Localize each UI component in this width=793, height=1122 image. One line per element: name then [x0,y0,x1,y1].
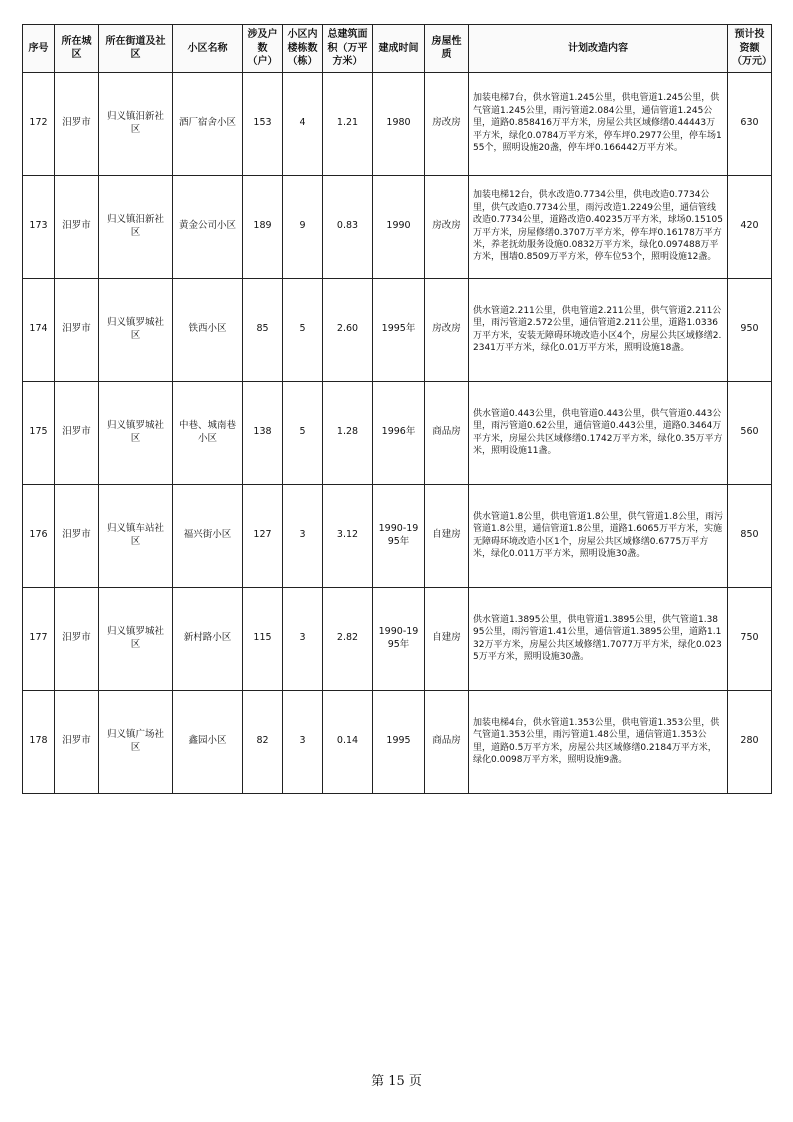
cell-city: 汨罗市 [55,690,99,793]
cell-city: 汨罗市 [55,484,99,587]
table-row [23,381,772,484]
cell-households: 82 [243,690,283,793]
cell-area: 0.83 [323,175,373,278]
cell-seq: 172 [23,72,55,175]
cell-year: 1995 [373,690,425,793]
header-area: 总建筑面积（万平方米） [323,25,373,73]
cell-content: 供水管道0.443公里，供电管道0.443公里，供气管道0.443公里，雨污管道0.62公里，通信管道0.443公里，道路0.3464万平方米，房屋公共区域修缮0.1742万平方米，绿化0.35万平方米，照明设施11盏。 [469,381,728,484]
cell-year: 1990 [373,175,425,278]
cell-street: 归义镇罗城社区 [99,278,173,381]
table-row [23,278,772,381]
header-investment: 预计投资额（万元） [728,25,772,73]
header-year: 建成时间 [373,25,425,73]
cell-seq: 173 [23,175,55,278]
cell-buildings: 4 [283,72,323,175]
cell-seq: 178 [23,690,55,793]
cell-seq: 176 [23,484,55,587]
header-buildings: 小区内楼栋数（栋） [283,25,323,73]
cell-households: 115 [243,587,283,690]
cell-buildings: 3 [283,690,323,793]
table-header-row [23,25,772,73]
cell-seq: 174 [23,278,55,381]
cell-households: 127 [243,484,283,587]
cell-investment: 630 [728,72,772,175]
header-type: 房屋性质 [425,25,469,73]
cell-investment: 750 [728,587,772,690]
cell-street: 归义镇罗城社区 [99,587,173,690]
table-row [23,690,772,793]
cell-area: 0.14 [323,690,373,793]
renovation-plan-table [22,24,772,794]
cell-content: 供水管道2.211公里，供电管道2.211公里，供气管道2.211公里，雨污管道2.572公里，通信管道2.211公里，道路1.0336万平方米，安装无障碍环境改造小区4个，房屋公共区域修缮2.2341万平方米，绿化0.01万平方米，照明设施18盏。 [469,278,728,381]
header-name: 小区名称 [173,25,243,73]
cell-type: 房改房 [425,72,469,175]
header-street: 所在街道及社区 [99,25,173,73]
cell-area: 1.28 [323,381,373,484]
cell-type: 商品房 [425,690,469,793]
cell-city: 汨罗市 [55,72,99,175]
cell-households: 153 [243,72,283,175]
cell-type: 房改房 [425,278,469,381]
cell-year: 1980 [373,72,425,175]
cell-content: 供水管道1.3895公里，供电管道1.3895公里，供气管道1.3895公里，雨污管道1.41公里，通信管道1.3895公里，道路1.132万平方米，房屋公共区域修缮1.7077万平方米，绿化0.0235万平方米，照明设施30盏。 [469,587,728,690]
cell-households: 189 [243,175,283,278]
cell-seq: 177 [23,587,55,690]
cell-street: 归义镇车站社区 [99,484,173,587]
cell-type: 商品房 [425,381,469,484]
page-number: 第 15 页 [371,1074,422,1089]
cell-name: 铁西小区 [173,278,243,381]
cell-buildings: 3 [283,587,323,690]
cell-content: 加装电梯12台，供水改造0.7734公里，供电改造0.7734公里，供气改造0.7734公里，雨污改造1.2249公里，通信管线改造0.7734公里，道路改造0.40235万平方米，球场0.15105万平方米，房屋修缮0.3707万平方米，停车坪0.16178万平方米，养老抚幼服务设施0.0832万平方米，绿化0.097488万平方米，围墙0.8509万平方米，停车位53个，照明设施12盏。 [469,175,728,278]
cell-name: 中巷、城南巷小区 [173,381,243,484]
table-row [23,175,772,278]
cell-investment: 850 [728,484,772,587]
cell-households: 85 [243,278,283,381]
cell-name: 黄金公司小区 [173,175,243,278]
cell-households: 138 [243,381,283,484]
cell-content: 加装电梯7台，供水管道1.245公里，供电管道1.245公里，供气管道1.245公里，雨污管道2.084公里，通信管道1.245公里，道路0.858416万平方米，房屋公共区域修缮0.44443万平方米，绿化0.0784万平方米，停车坪0.2977公里，停车场155个，照明设施20盏，停车坪0.166442万平方米。 [469,72,728,175]
cell-name: 新村路小区 [173,587,243,690]
renovation-table-wrapper [22,24,771,794]
cell-investment: 280 [728,690,772,793]
cell-year: 1995年 [373,278,425,381]
cell-year: 1990-1995年 [373,587,425,690]
cell-area: 2.60 [323,278,373,381]
cell-seq: 175 [23,381,55,484]
cell-investment: 420 [728,175,772,278]
header-content: 计划改造内容 [469,25,728,73]
cell-name: 酒厂宿舍小区 [173,72,243,175]
cell-name: 福兴街小区 [173,484,243,587]
cell-street: 归义镇汨新社区 [99,72,173,175]
cell-city: 汨罗市 [55,278,99,381]
cell-content: 加装电梯4台，供水管道1.353公里，供电管道1.353公里，供气管道1.353公里，雨污管道1.48公里，通信管道1.353公里，道路0.5万平方米，房屋公共区域修缮0.2184万平方米，绿化0.0098万平方米，照明设施9盏。 [469,690,728,793]
cell-city: 汨罗市 [55,175,99,278]
cell-investment: 950 [728,278,772,381]
cell-year: 1990-1995年 [373,484,425,587]
cell-content: 供水管道1.8公里，供电管道1.8公里，供气管道1.8公里，雨污管道1.8公里，通信管道1.8公里，道路1.6065万平方米，实施无障碍环境改造小区1个，房屋公共区域修缮0.6775万平方米，绿化0.011万平方米，照明设施30盏。 [469,484,728,587]
cell-buildings: 9 [283,175,323,278]
header-households: 涉及户数（户） [243,25,283,73]
table-row [23,587,772,690]
cell-type: 自建房 [425,484,469,587]
cell-street: 归义镇汨新社区 [99,175,173,278]
cell-street: 归义镇广场社区 [99,690,173,793]
table-row [23,484,772,587]
cell-buildings: 5 [283,278,323,381]
cell-city: 汨罗市 [55,381,99,484]
header-seq: 序号 [23,25,55,73]
cell-city: 汨罗市 [55,587,99,690]
cell-area: 1.21 [323,72,373,175]
header-city: 所在城区 [55,25,99,73]
cell-investment: 560 [728,381,772,484]
cell-buildings: 5 [283,381,323,484]
table-row [23,72,772,175]
cell-type: 自建房 [425,587,469,690]
cell-year: 1996年 [373,381,425,484]
cell-area: 2.82 [323,587,373,690]
cell-area: 3.12 [323,484,373,587]
cell-buildings: 3 [283,484,323,587]
cell-street: 归义镇罗城社区 [99,381,173,484]
cell-type: 房改房 [425,175,469,278]
cell-name: 鑫园小区 [173,690,243,793]
